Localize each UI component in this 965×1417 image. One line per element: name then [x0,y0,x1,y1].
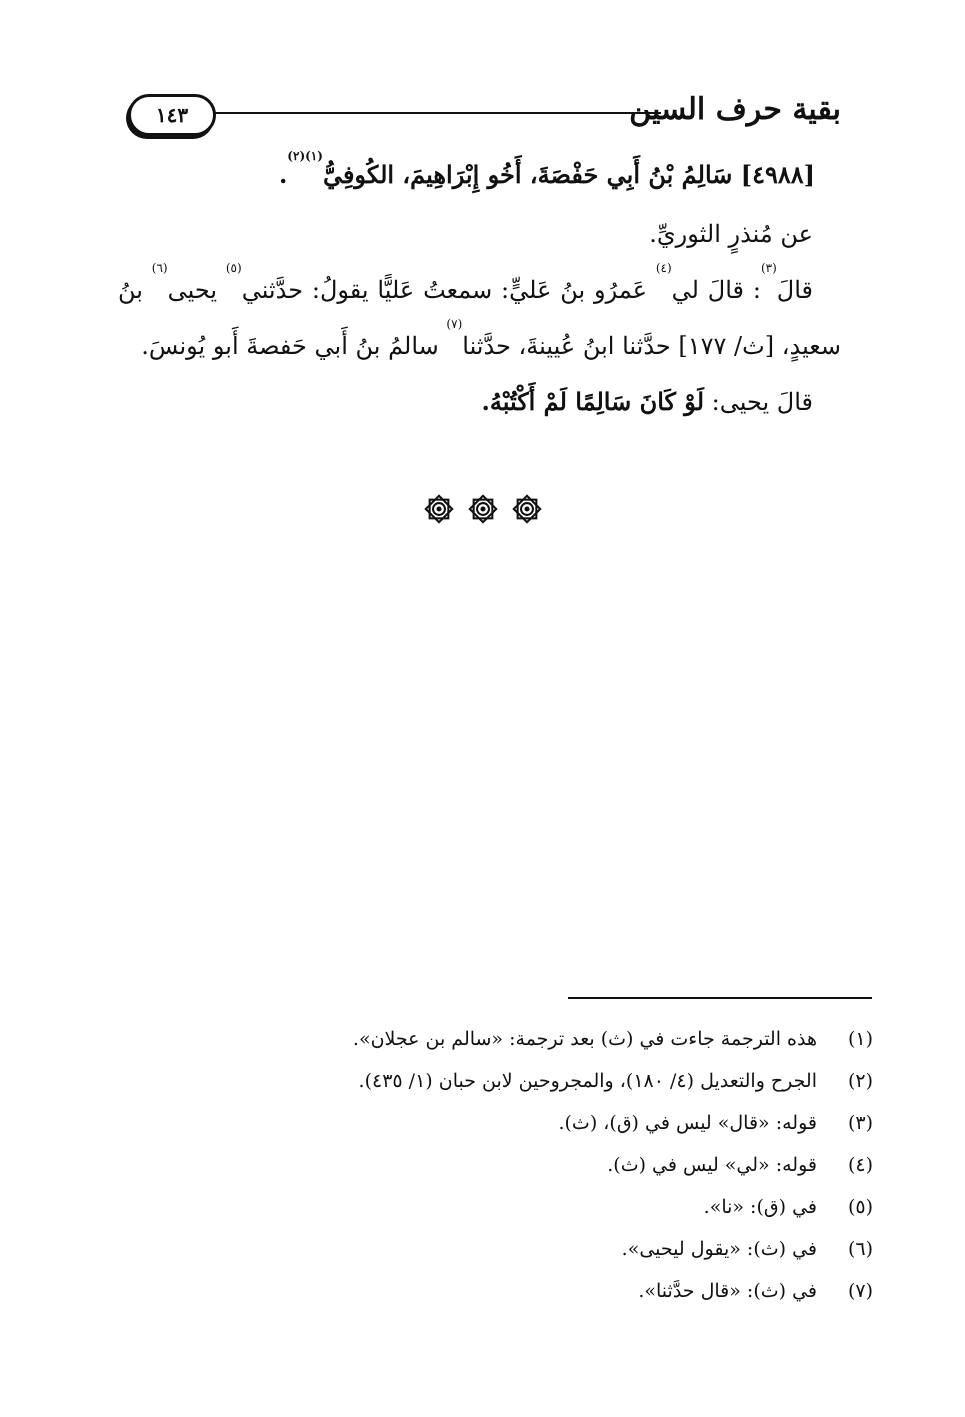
isnad-text-e: بنُ سعيدٍ، [ث/ ١٧٧] حدَّثنا ابنُ عُيينةَ، حدَّثنا [118,276,841,360]
isnad-text-d: يحيى [167,276,226,304]
footnote-1 [120,1018,873,1060]
header-rule [210,112,661,114]
isnad-text-c: عَمرُو بنُ عَليٍّ: سمعتُ عَليًّا يقولُ: حدَّثني [241,276,656,304]
paragraph-isnad [118,262,841,374]
quote-text: لَوْ كَانَ سَالِمًا لَمْ أَكْتُبْهُ. [481,387,705,416]
footnote-text: قوله: «قال» ليس في (ق)، (ث). [558,1112,817,1134]
footnote-7 [120,1270,873,1312]
flower-ornament-icon [422,492,456,526]
isnad-text-f: سالمُ بنُ أَبي حَفصةَ أَبو يُونسَ. [141,332,447,360]
footnote-ref-6: (٦) [151,261,168,275]
paragraph-chain-start: عن مُنذرٍ الثوريِّ. [649,220,813,248]
isnad-text-a: قالَ [776,276,814,304]
paragraph-quote [118,374,841,430]
footnote-ref-7: (٧) [446,317,463,331]
footnote-ref-3: (٣) [760,261,777,275]
entry-heading-text: [٤٩٨٨] سَالِمُ بْنُ أَبِي حَفْصَةَ، أَخُو إِبْرَاهِيمَ، الكُوفِيُّ [322,160,815,189]
footnote-text: في (ث): «قال حدَّثنا». [638,1280,817,1302]
footnote-number: (٢) [847,1070,873,1092]
heading-end: . [278,160,288,189]
footnote-number: (١) [847,1028,873,1050]
footnote-text: هذه الترجمة جاءت في (ث) بعد ترجمة: «سالم بن عجلان». [352,1028,817,1050]
entry-heading [118,150,841,200]
footnote-text: قوله: «لي» ليس في (ث). [607,1154,817,1176]
page-header [118,88,841,132]
footnote-3 [120,1102,873,1144]
footnote-text: الجرح والتعديل (٤/ ١٨٠)، والمجروحين لابن حبان (١/ ٤٣٥). [358,1070,817,1092]
section-divider-ornaments [0,492,965,526]
footnote-number: (٦) [847,1238,873,1260]
footnote-separator [568,997,872,999]
footnote-text: في (ق): «نا». [703,1196,817,1218]
footnote-2 [120,1060,873,1102]
isnad-text-b: : قالَ لي [671,276,761,304]
flower-ornament-icon [510,492,544,526]
footnote-6 [120,1228,873,1270]
footnotes [120,1018,873,1312]
footnote-ref-5: (٥) [225,261,242,275]
flower-ornament-icon [466,492,500,526]
footnote-text: في (ث): «يقول ليحيى». [621,1238,817,1260]
footnote-ref-4: (٤) [655,261,672,275]
footnote-number: (٣) [847,1112,873,1134]
footnote-number: (٤) [847,1154,873,1176]
main-text [118,150,841,430]
footnote-4 [120,1144,873,1186]
running-title: بقية حرف السين [629,92,841,127]
footnote-number: (٧) [847,1280,873,1302]
footnote-number: (٥) [847,1196,873,1218]
footnote-5 [120,1186,873,1228]
heading-footnote-refs: (١)(٢) [287,149,323,163]
page-number-badge: ١٤٣ [128,94,216,136]
quote-lead: قالَ يحيى: [704,388,813,416]
